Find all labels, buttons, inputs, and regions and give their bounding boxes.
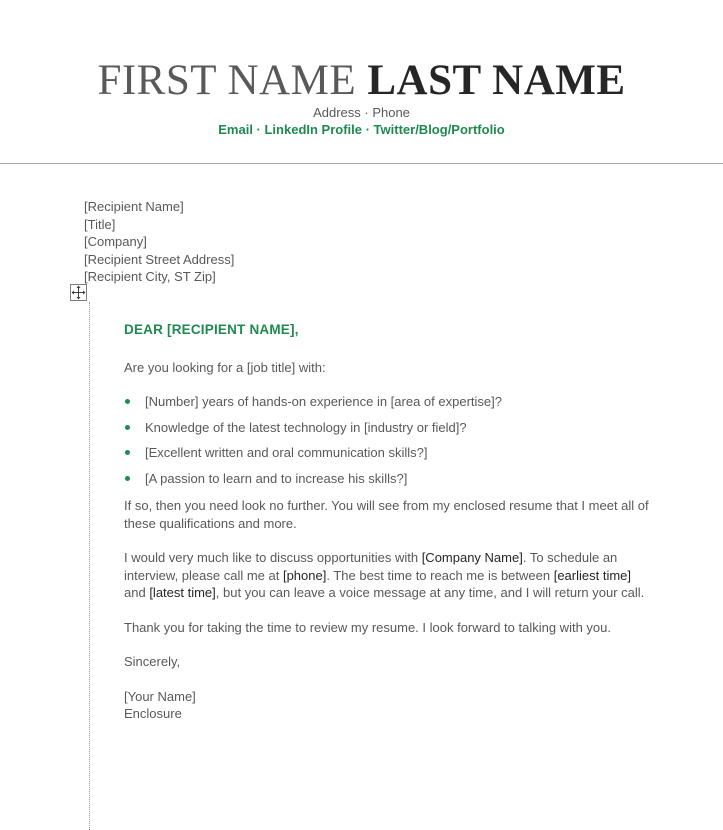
recipient-city[interactable]: [Recipient City, ST Zip] bbox=[84, 269, 216, 284]
company-name-placeholder[interactable]: [Company Name] bbox=[421, 550, 523, 565]
paragraph-text: , but you can leave a voice message at any time, and I will return your call. bbox=[215, 585, 645, 600]
recipient-block[interactable] bbox=[84, 198, 234, 286]
letter-body[interactable] bbox=[124, 321, 654, 723]
salutation[interactable]: DEAR [RECIPIENT NAME], bbox=[124, 322, 299, 337]
paragraph-text: . The best time to reach me is between bbox=[326, 567, 554, 583]
intro-paragraph[interactable]: Are you looking for a [job title] with: bbox=[124, 359, 326, 375]
last-name[interactable]: LAST NAME bbox=[367, 57, 626, 104]
list-item[interactable]: [Number] years of hands-on experience in [area of expertise]? bbox=[124, 393, 654, 411]
first-name[interactable]: FIRST NAME bbox=[97, 57, 357, 104]
table-cell-border bbox=[89, 302, 90, 830]
list-item[interactable]: [A passion to learn and to increase his skills?] bbox=[124, 470, 654, 488]
paragraph-text: . To schedule an interview, please call me at bbox=[124, 550, 618, 583]
applicant-name bbox=[0, 56, 723, 106]
contact-line[interactable]: Address · Phone bbox=[313, 105, 410, 120]
phone-placeholder[interactable]: [phone] bbox=[282, 567, 327, 583]
thanks-paragraph[interactable]: Thank you for taking the time to review my resume. I look forward to talking with you. bbox=[124, 619, 611, 635]
earliest-time-placeholder[interactable]: [earliest time] bbox=[553, 567, 632, 583]
signature-name[interactable]: [Your Name] bbox=[124, 688, 196, 704]
recipient-company[interactable]: [Company] bbox=[84, 234, 147, 249]
qualifications-paragraph[interactable]: If so, then you need look no further. You will see from my enclosed resume that I meet all of these qualifications and more. bbox=[124, 498, 649, 531]
list-item[interactable]: [Excellent written and oral communication skills?] bbox=[124, 444, 654, 462]
recipient-title[interactable]: [Title] bbox=[84, 216, 116, 232]
closing[interactable]: Sincerely, bbox=[124, 654, 181, 669]
contact-paragraph[interactable] bbox=[124, 549, 654, 602]
header-divider bbox=[0, 163, 723, 164]
enclosure-line[interactable]: Enclosure bbox=[124, 706, 182, 721]
recipient-name[interactable]: [Recipient Name] bbox=[84, 199, 184, 214]
recipient-street[interactable]: [Recipient Street Address] bbox=[84, 251, 235, 267]
list-item[interactable]: Knowledge of the latest technology in [industry or field]? bbox=[124, 419, 654, 437]
paragraph-text: and bbox=[124, 585, 150, 600]
latest-time-placeholder[interactable]: [latest time] bbox=[149, 585, 216, 600]
links-line[interactable]: Email · LinkedIn Profile · Twitter/Blog/Portfolio bbox=[218, 122, 505, 137]
paragraph-text: I would very much like to discuss opportunities with bbox=[124, 550, 422, 565]
table-move-handle-icon[interactable] bbox=[70, 284, 87, 301]
qualifications-list bbox=[124, 393, 654, 487]
